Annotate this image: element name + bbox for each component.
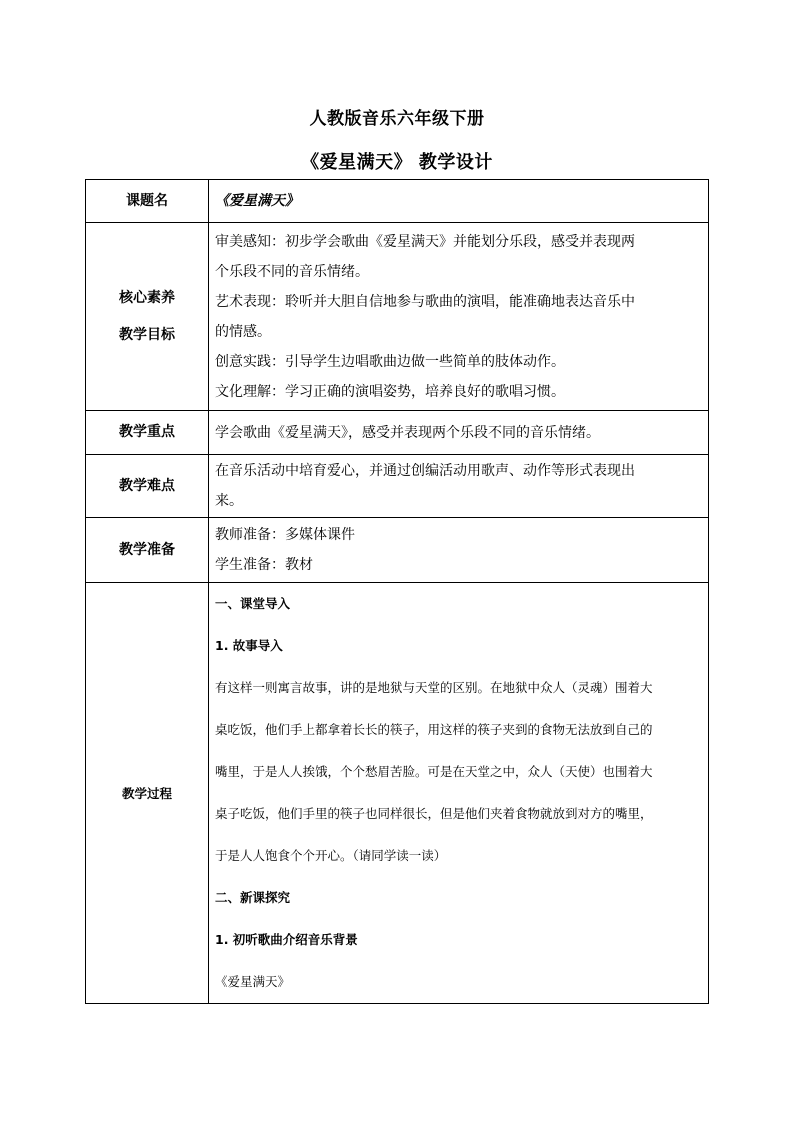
label-difficulty: 教学难点	[86, 455, 209, 518]
row-preparation	[86, 518, 709, 583]
value-process	[209, 583, 709, 1004]
label-preparation: 教学准备	[86, 518, 209, 583]
row-topic	[86, 180, 709, 223]
paragraph-line: 桌吃饭，他们手上都拿着长长的筷子，用这样的筷子夹到的食物无法放到自己的	[215, 722, 653, 737]
paragraph-line: 有这样一则寓言故事，讲的是地狱与天堂的区别。在地狱中众人（灵魂）围着大	[215, 680, 653, 695]
row-goals	[86, 223, 709, 411]
document-subtitle: 《爱星满天》 教学设计	[301, 152, 493, 173]
paragraph-line: 嘴里，于是人人挨饿，个个愁眉苦脸。可是在天堂之中，众人（天使）也围着大	[215, 764, 653, 779]
label-topic: 课题名	[86, 180, 209, 223]
paragraph-line: 《爱星满天》	[215, 974, 291, 989]
row-difficulty	[86, 455, 709, 518]
paragraph-line: 于是人人饱食个个开心。（请同学读一读）	[215, 848, 447, 863]
section-heading: 二、新课探究	[215, 890, 291, 905]
value-topic: 《爱星满天》	[209, 180, 709, 223]
row-focus	[86, 411, 709, 455]
lesson-plan-table	[85, 179, 709, 1004]
paragraph-line: 桌子吃饭，他们手里的筷子也同样很长，但是他们夹着食物就放到对方的嘴里，	[215, 806, 653, 821]
document-title: 人教版音乐六年级下册	[309, 109, 485, 129]
value-preparation: 教师准备：多媒体课件 学生准备：教材	[209, 518, 709, 583]
value-difficulty: 在音乐活动中培育爱心，并通过创编活动用歌声、动作等形式表现出 来。	[209, 455, 709, 518]
label-goals: 核心素养 教学目标	[86, 223, 209, 411]
subsection-heading: 1. 初听歌曲介绍音乐背景	[215, 932, 358, 947]
label-focus: 教学重点	[86, 411, 209, 455]
subsection-heading: 1. 故事导入	[215, 638, 283, 653]
label-process: 教学过程	[86, 583, 209, 1004]
row-process	[86, 583, 709, 1004]
value-goals: 审美感知：初步学会歌曲《爱星满天》并能划分乐段，感受并表现两 个乐段不同的音乐情绪。 艺术表现：聆听并大胆自信地参与歌曲的演唱，能准确地表达音乐中 的情感。 创意实践：引导学生边唱歌曲边做一些简单的肢体动作。 文化理解：学习正确的演唱姿势，培养良好的歌唱习惯。	[209, 223, 709, 411]
section-heading: 一、课堂导入	[215, 596, 291, 611]
value-focus: 学会歌曲《爱星满天》，感受并表现两个乐段不同的音乐情绪。	[209, 411, 709, 455]
